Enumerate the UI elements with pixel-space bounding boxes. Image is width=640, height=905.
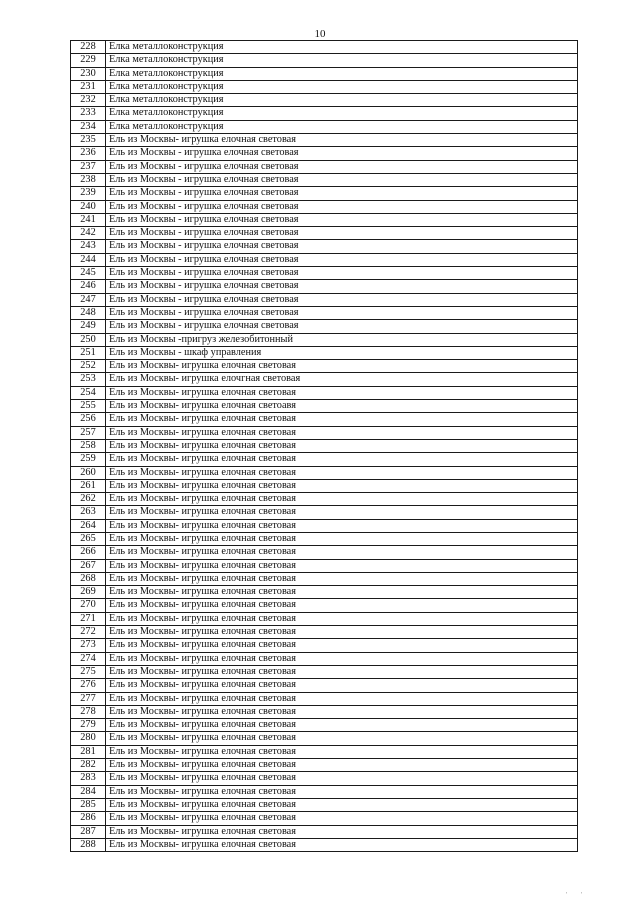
table-row (71, 120, 578, 133)
table-row (71, 692, 578, 705)
table-row (71, 466, 578, 479)
row-number: 248 (71, 306, 106, 319)
row-item-name: Ель из Москвы- игрушка елочная световая (106, 719, 578, 732)
row-number: 276 (71, 679, 106, 692)
table-row (71, 546, 578, 559)
table-row (71, 147, 578, 160)
row-item-name: Ель из Москвы - игрушка елочная световая (106, 253, 578, 266)
row-item-name: Ель из Москвы- игрушка елочная световая (106, 413, 578, 426)
row-item-name: Елка металлоконструкция (106, 107, 578, 120)
row-number: 267 (71, 559, 106, 572)
table-row (71, 493, 578, 506)
table-row (71, 612, 578, 625)
row-item-name: Ель из Москвы- игрушка елочная световая (106, 546, 578, 559)
row-number: 228 (71, 41, 106, 54)
row-number: 261 (71, 479, 106, 492)
row-number: 264 (71, 519, 106, 532)
row-item-name: Ель из Москвы - игрушка елочная световая (106, 147, 578, 160)
row-item-name: Ель из Москвы - игрушка елочная световая (106, 240, 578, 253)
table-row (71, 426, 578, 439)
table-body (71, 41, 578, 852)
row-item-name: Ель из Москвы- игрушка елочная световая (106, 665, 578, 678)
row-number: 245 (71, 267, 106, 280)
row-number: 256 (71, 413, 106, 426)
table-row (71, 346, 578, 359)
row-number: 278 (71, 705, 106, 718)
row-number: 252 (71, 360, 106, 373)
table-row (71, 679, 578, 692)
table-row (71, 532, 578, 545)
row-number: 273 (71, 639, 106, 652)
table-row (71, 732, 578, 745)
row-item-name: Ель из Москвы- игрушка елочгная световая (106, 373, 578, 386)
table-row (71, 253, 578, 266)
table-row (71, 439, 578, 452)
row-number: 272 (71, 626, 106, 639)
table-row (71, 373, 578, 386)
table-row (71, 812, 578, 825)
table-row (71, 785, 578, 798)
table-row (71, 160, 578, 173)
row-item-name: Ель из Москвы- игрушка елочная световая (106, 812, 578, 825)
row-number: 275 (71, 665, 106, 678)
row-item-name: Ель из Москвы- игрушка елочная световая (106, 745, 578, 758)
row-item-name: Ель из Москвы - игрушка елочная световая (106, 187, 578, 200)
table-row (71, 107, 578, 120)
row-number: 241 (71, 213, 106, 226)
table-row (71, 825, 578, 838)
row-number: 282 (71, 759, 106, 772)
row-item-name: Ель из Москвы- игрушка елочная световая (106, 466, 578, 479)
row-item-name: Елка металлоконструкция (106, 120, 578, 133)
table-row (71, 745, 578, 758)
table-row (71, 187, 578, 200)
table-row (71, 639, 578, 652)
row-number: 262 (71, 493, 106, 506)
table-row (71, 227, 578, 240)
table-row (71, 479, 578, 492)
row-number: 232 (71, 94, 106, 107)
row-number: 263 (71, 506, 106, 519)
table-row (71, 306, 578, 319)
row-item-name: Ель из Москвы- игрушка елочная световая (106, 679, 578, 692)
row-item-name: Ель из Москвы- игрушка елочная световая (106, 626, 578, 639)
row-number: 249 (71, 320, 106, 333)
table-row (71, 200, 578, 213)
row-item-name: Ель из Москвы- игрушка елочная световая (106, 639, 578, 652)
row-item-name: Ель из Москвы- игрушка елочная световая (106, 572, 578, 585)
row-number: 237 (71, 160, 106, 173)
row-number: 259 (71, 453, 106, 466)
table-row (71, 213, 578, 226)
table-row (71, 705, 578, 718)
row-number: 258 (71, 439, 106, 452)
row-number: 253 (71, 373, 106, 386)
table-row (71, 559, 578, 572)
table-row (71, 173, 578, 186)
row-item-name: Ель из Москвы - игрушка елочная световая (106, 280, 578, 293)
row-number: 279 (71, 719, 106, 732)
row-item-name: Ель из Москвы - игрушка елочная световая (106, 227, 578, 240)
table-row (71, 267, 578, 280)
row-number: 238 (71, 173, 106, 186)
row-item-name: Ель из Москвы- игрушка елочная световая (106, 532, 578, 545)
row-number: 284 (71, 785, 106, 798)
row-item-name: Ель из Москвы - игрушка елочная световая (106, 306, 578, 319)
row-number: 244 (71, 253, 106, 266)
row-item-name: Ель из Москвы- игрушка елочная световая (106, 785, 578, 798)
scan-mark: ' ' (565, 891, 588, 899)
table-row (71, 453, 578, 466)
row-item-name: Ель из Москвы - игрушка елочная световая (106, 213, 578, 226)
row-item-name: Елка металлоконструкция (106, 54, 578, 67)
row-number: 230 (71, 67, 106, 80)
row-item-name: Ель из Москвы - шкаф управления (106, 346, 578, 359)
row-item-name: Ель из Москвы- игрушка елочная световая (106, 838, 578, 851)
row-item-name: Ель из Москвы- игрушка елочная световая (106, 612, 578, 625)
table-row (71, 759, 578, 772)
row-number: 269 (71, 586, 106, 599)
row-item-name: Ель из Москвы- игрушка елочная световая (106, 825, 578, 838)
row-number: 287 (71, 825, 106, 838)
table-row (71, 413, 578, 426)
row-number: 266 (71, 546, 106, 559)
row-item-name: Ель из Москвы- игрушка елочная световая (106, 519, 578, 532)
row-number: 268 (71, 572, 106, 585)
table-row (71, 134, 578, 147)
row-item-name: Елка металлоконструкция (106, 67, 578, 80)
row-item-name: Ель из Москвы- игрушка елочная световая (106, 493, 578, 506)
row-number: 229 (71, 54, 106, 67)
row-number: 257 (71, 426, 106, 439)
table-row (71, 838, 578, 851)
row-item-name: Ель из Москвы- игрушка елочная световая (106, 772, 578, 785)
table-row (71, 626, 578, 639)
row-number: 286 (71, 812, 106, 825)
table-row (71, 572, 578, 585)
row-number: 242 (71, 227, 106, 240)
row-number: 250 (71, 333, 106, 346)
row-number: 234 (71, 120, 106, 133)
row-item-name: Ель из Москвы- игрушка елочная световая (106, 586, 578, 599)
row-number: 243 (71, 240, 106, 253)
row-item-name: Ель из Москвы- игрушка елочная световая (106, 599, 578, 612)
row-item-name: Ель из Москвы- игрушка елочная световая (106, 798, 578, 811)
table-row (71, 94, 578, 107)
row-number: 270 (71, 599, 106, 612)
row-item-name: Ель из Москвы- игрушка елочная световая (106, 506, 578, 519)
row-item-name: Ель из Москвы- игрушка елочная световая (106, 426, 578, 439)
row-number: 239 (71, 187, 106, 200)
row-item-name: Ель из Москвы- игрушка елочная световая (106, 759, 578, 772)
row-item-name: Ель из Москвы - игрушка елочная световая (106, 320, 578, 333)
row-item-name: Ель из Москвы- игрушка елочная световая (106, 559, 578, 572)
row-item-name: Ель из Москвы- игрушка елочная световая (106, 386, 578, 399)
table-row (71, 719, 578, 732)
row-item-name: Ель из Москвы- игрушка елочная световая (106, 705, 578, 718)
row-number: 260 (71, 466, 106, 479)
row-item-name: Ель из Москвы- игрушка елочная световая (106, 360, 578, 373)
inventory-table (70, 40, 578, 852)
row-item-name: Ель из Москвы- игрушка елочная световая (106, 732, 578, 745)
row-number: 233 (71, 107, 106, 120)
row-item-name: Ель из Москвы- игрушка елочная световая (106, 692, 578, 705)
row-number: 235 (71, 134, 106, 147)
table-row (71, 586, 578, 599)
row-number: 255 (71, 400, 106, 413)
row-item-name: Ель из Москвы -пригруз железобитонный (106, 333, 578, 346)
row-number: 281 (71, 745, 106, 758)
table-row (71, 333, 578, 346)
row-item-name: Елка металлоконструкция (106, 41, 578, 54)
table-row (71, 67, 578, 80)
row-number: 265 (71, 532, 106, 545)
row-item-name: Ель из Москвы - игрушка елочная световая (106, 267, 578, 280)
row-number: 288 (71, 838, 106, 851)
row-number: 236 (71, 147, 106, 160)
table-row (71, 519, 578, 532)
table-row (71, 240, 578, 253)
table-row (71, 599, 578, 612)
row-item-name: Ель из Москвы- игрушка елочная световая (106, 134, 578, 147)
row-item-name: Елка металлоконструкция (106, 94, 578, 107)
row-number: 247 (71, 293, 106, 306)
table-row (71, 320, 578, 333)
row-number: 280 (71, 732, 106, 745)
row-item-name: Ель из Москвы- игрушка елочная световая (106, 652, 578, 665)
row-item-name: Ель из Москвы- игрушка елочная световая (106, 439, 578, 452)
table-row (71, 772, 578, 785)
table-row (71, 54, 578, 67)
row-item-name: Ель из Москвы- игрушка елочная светоавя (106, 400, 578, 413)
row-item-name: Ель из Москвы- игрушка елочная световая (106, 479, 578, 492)
row-item-name: Ель из Москвы - игрушка елочная световая (106, 173, 578, 186)
table-row (71, 386, 578, 399)
row-item-name: Елка металлоконструкция (106, 80, 578, 93)
row-number: 240 (71, 200, 106, 213)
row-number: 271 (71, 612, 106, 625)
row-number: 231 (71, 80, 106, 93)
row-number: 283 (71, 772, 106, 785)
row-number: 274 (71, 652, 106, 665)
table-row (71, 665, 578, 678)
table-row (71, 41, 578, 54)
row-item-name: Ель из Москвы- игрушка елочная световая (106, 453, 578, 466)
row-number: 277 (71, 692, 106, 705)
row-item-name: Ель из Москвы - игрушка елочная световая (106, 293, 578, 306)
row-number: 285 (71, 798, 106, 811)
table-row (71, 798, 578, 811)
row-item-name: Ель из Москвы - игрушка елочная световая (106, 200, 578, 213)
table-row (71, 652, 578, 665)
table-row (71, 80, 578, 93)
page-number: 10 (314, 28, 326, 40)
table-row (71, 506, 578, 519)
table-row (71, 293, 578, 306)
row-number: 246 (71, 280, 106, 293)
row-item-name: Ель из Москвы - игрушка елочная световая (106, 160, 578, 173)
table-row (71, 280, 578, 293)
table-row (71, 400, 578, 413)
row-number: 251 (71, 346, 106, 359)
row-number: 254 (71, 386, 106, 399)
table-row (71, 360, 578, 373)
